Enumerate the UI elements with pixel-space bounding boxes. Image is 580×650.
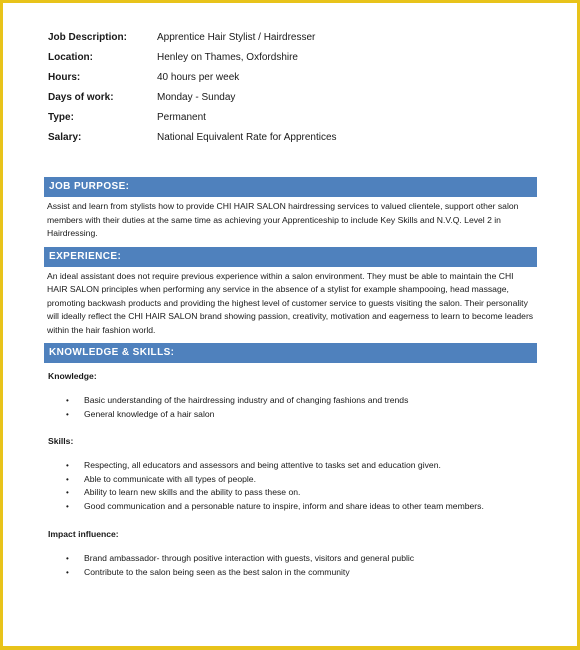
list-item-text: Good communication and a personable nature to inspire, inform and share ideas to other team members.	[84, 500, 484, 511]
bullet-icon: •	[66, 409, 69, 419]
list-item-text: Respecting, all educators and assessors and being attentive to tasks set and education given.	[84, 460, 441, 470]
job-purpose-heading: JOB PURPOSE:	[44, 177, 537, 197]
bullet-icon: •	[66, 554, 69, 563]
info-value: 40 hours per week	[157, 72, 240, 83]
bullet-icon: •	[66, 396, 69, 405]
bullet-icon: •	[66, 461, 69, 470]
info-row	[48, 68, 337, 88]
list-item	[44, 394, 537, 408]
list-item	[44, 552, 537, 566]
info-value: Monday - Sunday	[157, 92, 236, 103]
list-item-text: General knowledge of a hair salon	[84, 408, 215, 419]
list-item	[44, 566, 537, 580]
info-key: Location:	[48, 52, 93, 63]
experience-text: An ideal assistant does not require previous experience within a salon environment. They must be able to maintain the CHI HAIR SALON principles when performing any service in the absence of a stylist for example shampooing, head massage, promoting backwash products and providing the highest level of customer service to guests visiting the salon. Their personality will ideally reflect the CHI HAIR SALON brand showing passion, creativity, motivation and eagerness to learn to become leaders within the hair fashion world.	[47, 270, 534, 335]
info-row	[48, 108, 337, 128]
list-item-text: Contribute to the salon being seen as the best salon in the community	[84, 566, 350, 577]
list-item	[44, 486, 537, 500]
bullet-icon: •	[66, 501, 69, 511]
info-key: Days of work:	[48, 92, 114, 103]
info-row	[48, 28, 337, 48]
job-purpose-text: Assist and learn from stylists how to provide CHI HAIR SALON hairdressing services to valued clientele, support other salon members with their duties at the same time as achieving your Apprenticeship to include Key Skills and N.V.Q. Level 2 in Hairdressing.	[47, 201, 519, 238]
info-row	[48, 128, 337, 148]
knowledge-skills-heading: KNOWLEDGE & SKILLS:	[44, 343, 537, 363]
list-item	[44, 473, 537, 487]
list-item-text: Brand ambassador- through positive interaction with guests, visitors and general public	[84, 553, 415, 563]
info-key: Type:	[48, 112, 74, 123]
info-value: Apprentice Hair Stylist / Hairdresser	[157, 32, 316, 43]
bullet-icon: •	[66, 488, 69, 497]
info-key: Hours:	[48, 72, 81, 83]
list-item	[44, 459, 537, 473]
job-info-table	[48, 28, 337, 148]
info-value: National Equivalent Rate for Apprentices	[157, 132, 337, 143]
info-key: Job Description:	[48, 32, 127, 43]
info-row	[48, 48, 337, 68]
bullet-icon: •	[66, 474, 69, 484]
bullet-icon: •	[66, 567, 69, 577]
experience-heading: EXPERIENCE:	[44, 247, 537, 267]
skills-subheading: Skills:	[48, 436, 74, 446]
impact-subheading: Impact influence:	[48, 529, 119, 539]
list-item-text: Basic understanding of the hairdressing industry and of changing fashions and trends	[84, 395, 409, 405]
list-item-text: Able to communicate with all types of people.	[84, 473, 256, 484]
list-item-text: Ability to learn new skills and the ability to pass these on.	[84, 487, 301, 497]
knowledge-list	[44, 394, 537, 421]
info-value: Henley on Thames, Oxfordshire	[157, 52, 298, 63]
list-item	[44, 408, 537, 422]
info-value: Permanent	[157, 112, 206, 123]
list-item	[44, 500, 537, 514]
impact-list	[44, 552, 537, 579]
info-key: Salary:	[48, 132, 82, 143]
skills-list	[44, 459, 537, 513]
document-page	[44, 28, 537, 579]
knowledge-subheading: Knowledge:	[48, 371, 97, 381]
info-row	[48, 88, 337, 108]
